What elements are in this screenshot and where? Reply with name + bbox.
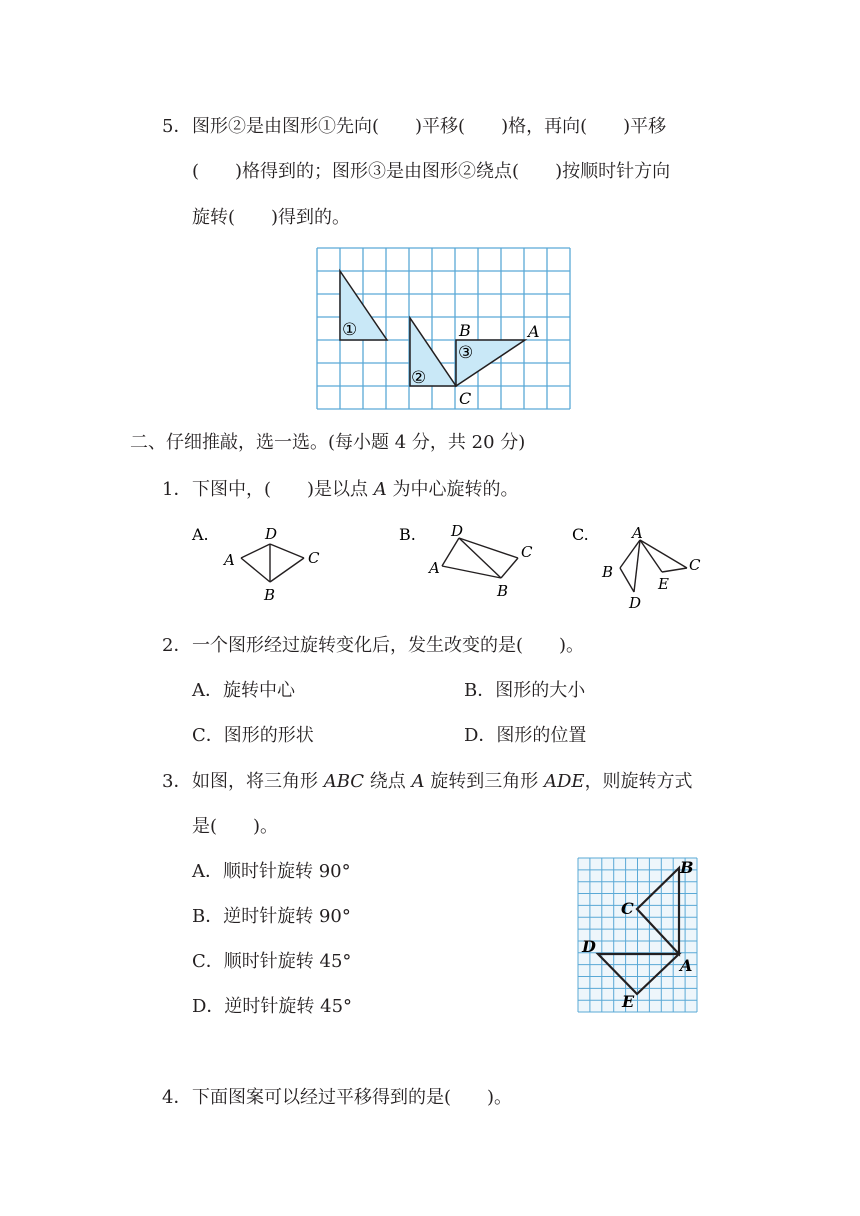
- choice-d: D．图形的位置: [464, 725, 587, 746]
- question-number: 4．: [162, 1087, 192, 1108]
- svg-text:D: D: [451, 522, 464, 540]
- svg-text:A: A: [429, 559, 440, 577]
- choice-d: D．逆时针旋转 45°: [192, 996, 353, 1017]
- choice-c: C．图形的形状: [192, 725, 314, 746]
- choice-c: C．顺时针旋转 45°: [192, 951, 352, 972]
- svg-text:C: C: [521, 543, 533, 561]
- svg-text:A: A: [632, 524, 643, 542]
- option-a-figure: [188, 520, 338, 610]
- point-label-b: B: [459, 321, 471, 340]
- question-number: 3．: [162, 771, 192, 792]
- choice-a: A．顺时针旋转 90°: [192, 861, 351, 882]
- question-text: 下面图案可以经过平移得到的是( )。: [192, 1087, 513, 1108]
- svg-text:C: C: [689, 556, 701, 574]
- svg-text:B: B: [264, 586, 276, 604]
- question-number: 5．: [162, 116, 192, 137]
- question-text: 如图，将三角形 ABC 绕点 A 旋转到三角形 ADE，则旋转方式: [192, 771, 693, 792]
- translation-grid-figure: [310, 244, 580, 416]
- svg-text:D: D: [265, 525, 278, 543]
- svg-text:C: C: [621, 899, 634, 918]
- svg-text:B.: B.: [399, 525, 416, 544]
- question-text: 下图中，( )是以点 A 为中心旋转的。: [192, 479, 519, 500]
- label-shape-2: ②: [411, 368, 427, 388]
- svg-text:E: E: [622, 992, 635, 1011]
- choice-b: B．图形的大小: [464, 680, 586, 701]
- option-c-figure: [568, 520, 718, 620]
- svg-text:A: A: [680, 956, 693, 975]
- option-b-figure: [395, 520, 545, 610]
- choice-a: A．旋转中心: [192, 680, 295, 701]
- point-label-c: C: [459, 389, 472, 408]
- question-number: 2．: [162, 635, 192, 656]
- label-shape-1: ①: [342, 320, 358, 340]
- question-text-line: ( )格得到的；图形③是由图形②绕点( )按顺时针方向: [192, 161, 671, 182]
- point-label-a: A: [528, 322, 540, 341]
- svg-text:C: C: [308, 549, 320, 567]
- question-text-line: 图形②是由图形①先向( )平移( )格，再向( )平移: [192, 116, 667, 137]
- svg-text:A: A: [224, 551, 235, 569]
- section-title: 二、仔细推敲，选一选。(每小题 4 分，共 20 分): [130, 432, 526, 453]
- svg-text:B: B: [602, 563, 614, 581]
- svg-text:D: D: [582, 937, 596, 956]
- svg-text:E: E: [658, 575, 669, 593]
- svg-text:C.: C.: [572, 525, 589, 544]
- question-number: 1．: [162, 479, 192, 500]
- question-text-line: 是( )。: [192, 816, 279, 837]
- svg-text:B: B: [497, 582, 509, 600]
- svg-text:A.: A.: [192, 525, 209, 544]
- svg-text:D: D: [629, 594, 642, 612]
- question-text-line: 旋转( )得到的。: [192, 207, 351, 228]
- choice-b: B．逆时针旋转 90°: [192, 906, 351, 927]
- label-shape-3: ③: [458, 343, 474, 363]
- svg-text:B: B: [680, 858, 694, 877]
- rotation-grid-figure: [576, 856, 700, 1016]
- question-text: 一个图形经过旋转变化后，发生改变的是( )。: [192, 635, 585, 656]
